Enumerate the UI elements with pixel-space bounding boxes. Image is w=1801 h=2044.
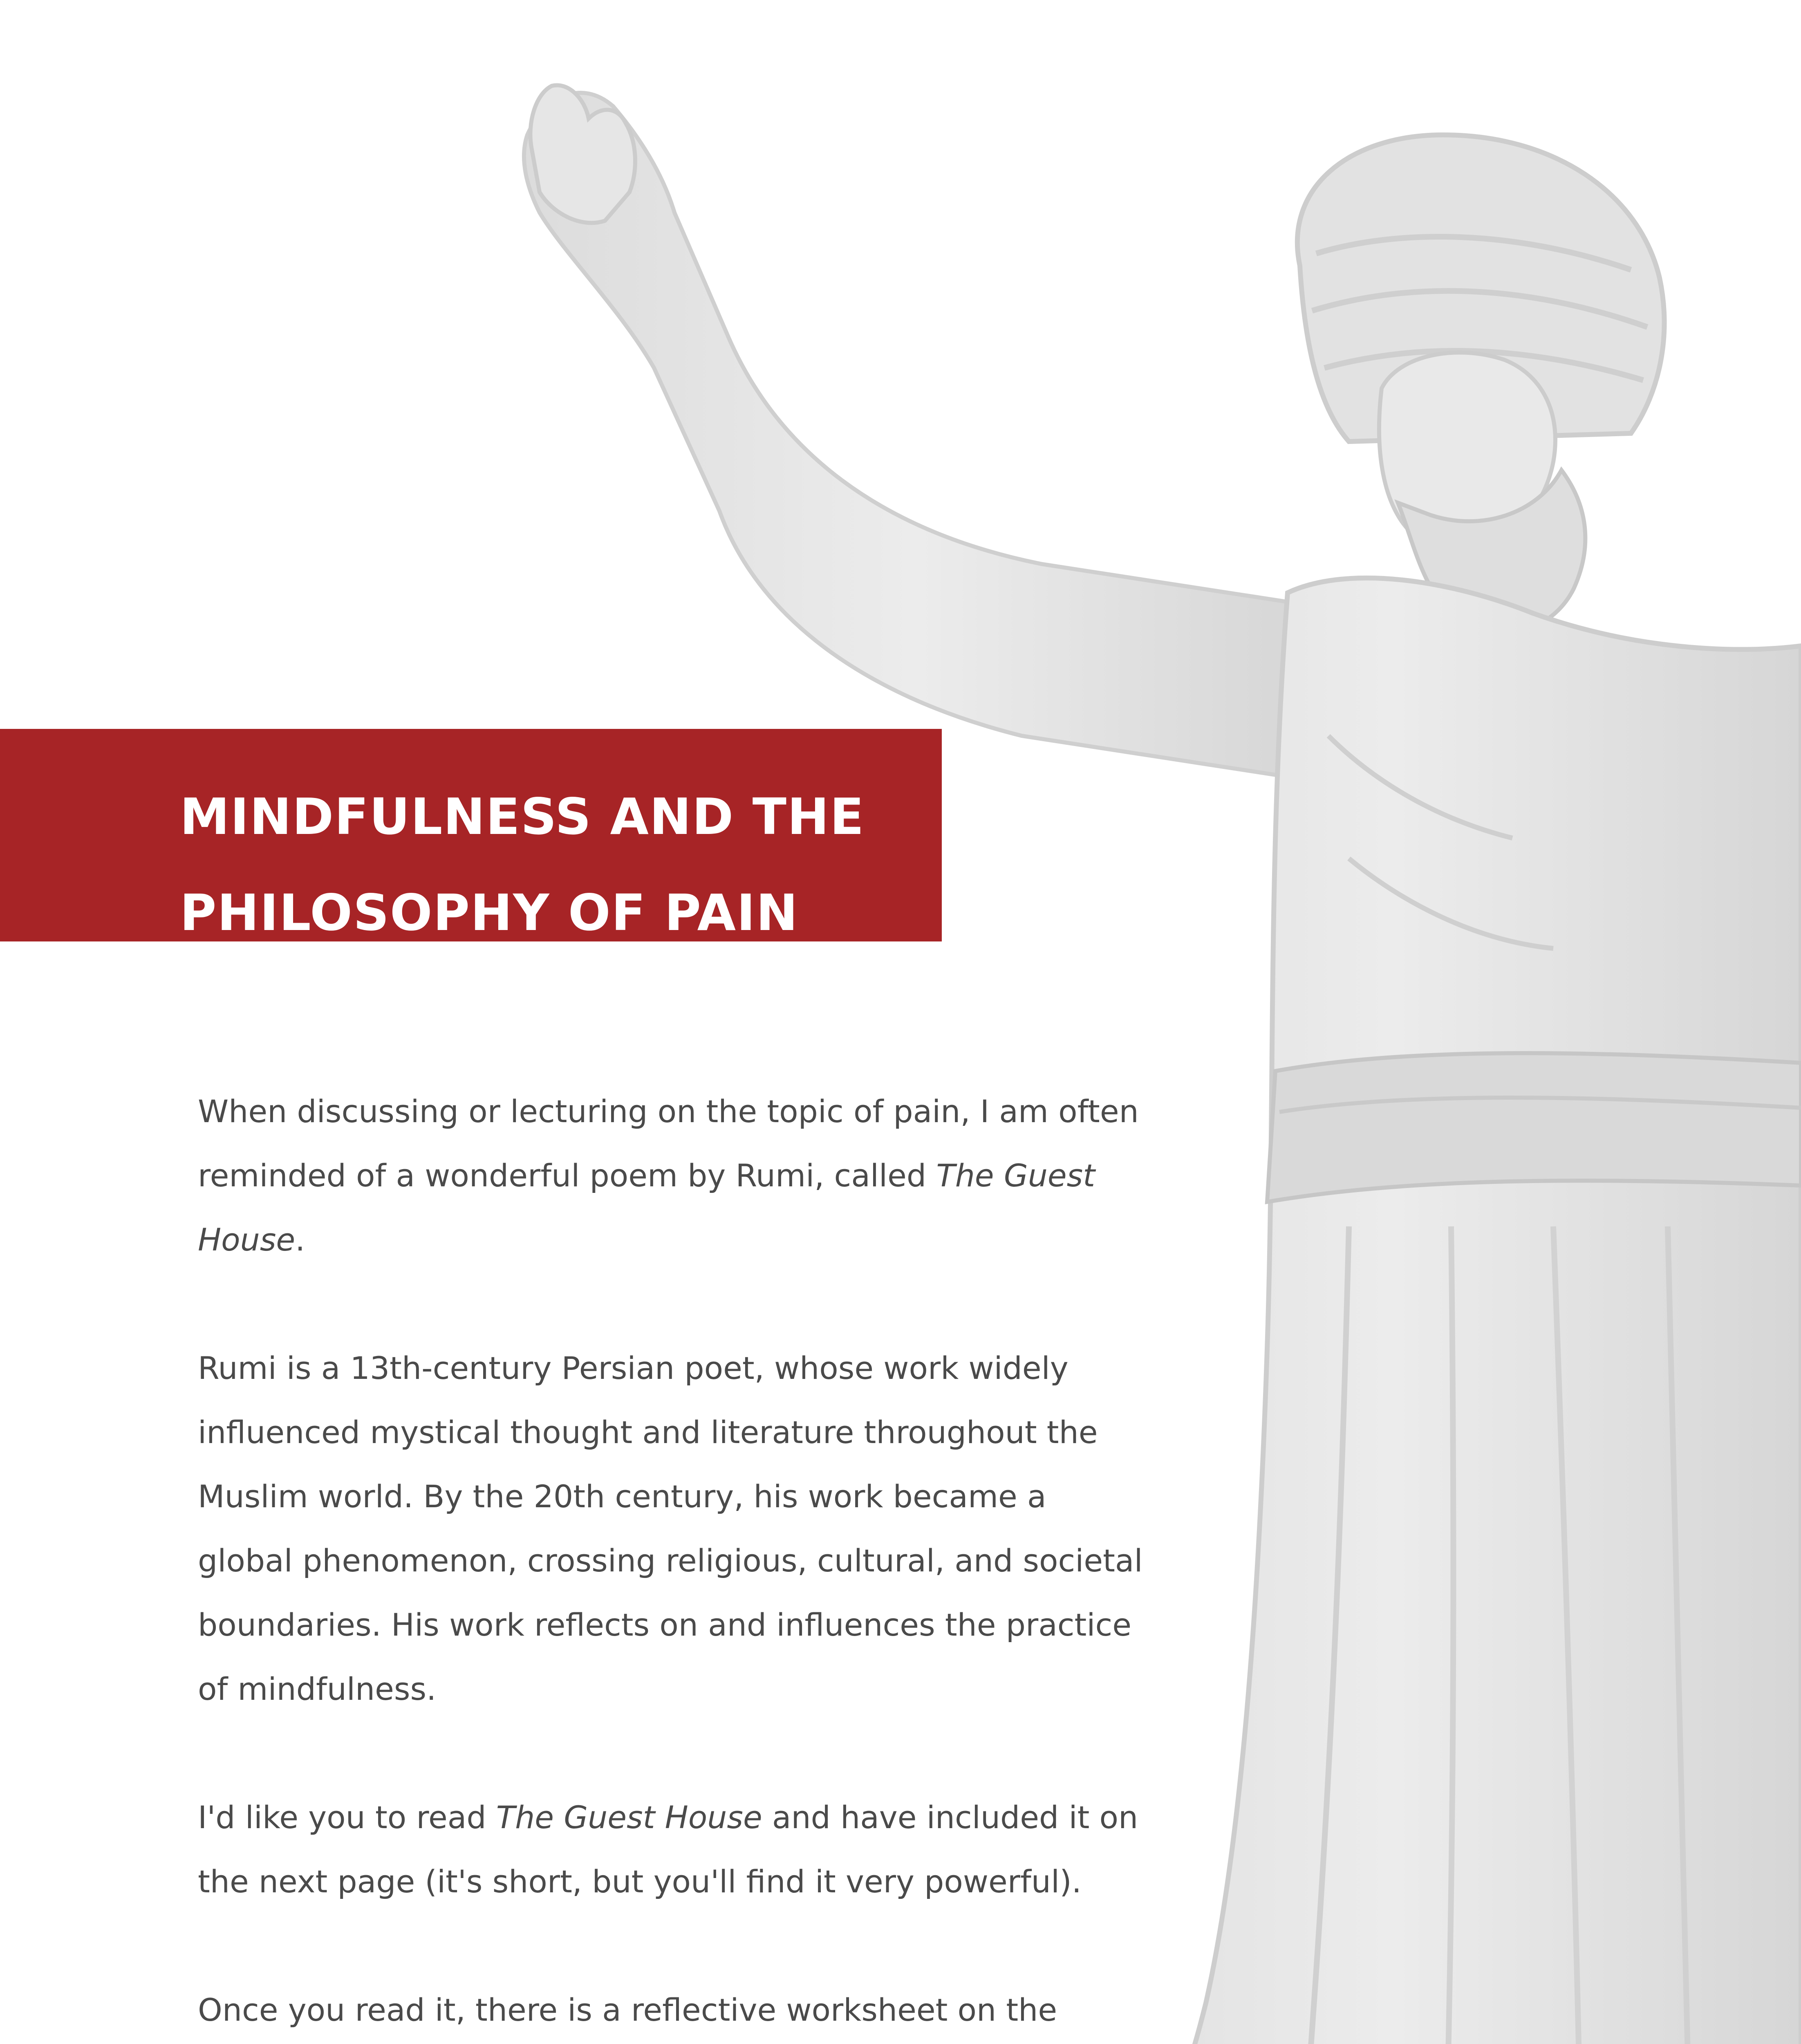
title-banner bbox=[0, 729, 942, 941]
paragraph-intro bbox=[198, 1079, 1150, 1272]
poem-title: The Guest House bbox=[496, 1799, 762, 1836]
paragraph-worksheet: Once you read it, there is a reflective worksheet on the bbox=[198, 1992, 1057, 2028]
paragraph-read-poem-text: I'd like you to read bbox=[198, 1799, 496, 1836]
paragraph-intro-end: . bbox=[295, 1221, 305, 1258]
page-title-line-1: MINDFULNESS AND THE bbox=[180, 788, 865, 846]
body-text bbox=[198, 1079, 1150, 2044]
poem-title: The Guest House bbox=[198, 1157, 1095, 1258]
paragraph-intro-text: When discussing or lecturing on the topic of pain, I am often reminded of a wonderful poem by Rumi, called bbox=[198, 1093, 1139, 1194]
paragraph-read-poem-end: and have included it on the next page (it's short, but you'll find it very powerful). bbox=[198, 1799, 1138, 1900]
paragraph-about-rumi: Rumi is a 13th-century Persian poet, whose work widely influenced mystical thought and literature throughout the Muslim world. By the 20th century, his work became a global phenomenon, crossing religious, cultural, and societal boundaries. His work reflects on and influences the practice of mindfulness. bbox=[198, 1350, 1143, 1707]
page-title-line-2: PHILOSOPHY OF PAIN bbox=[180, 884, 799, 942]
paragraph-read-poem bbox=[198, 1785, 1150, 1914]
